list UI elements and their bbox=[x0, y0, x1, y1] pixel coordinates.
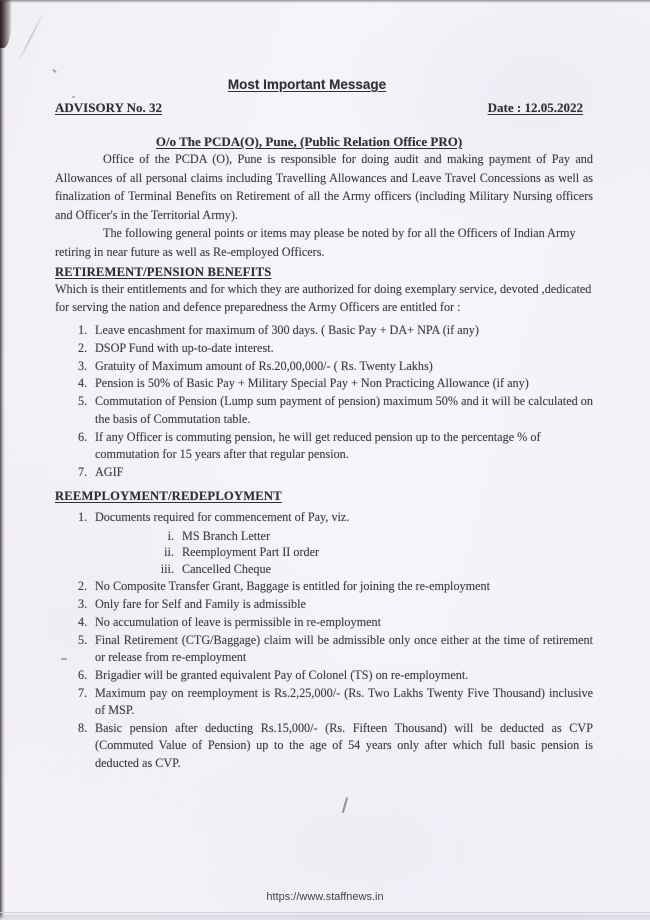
list-item: Pension is 50% of Basic Pay + Military Special Pay + Non Practicing Allowance (if any) bbox=[95, 376, 529, 391]
intro-paragraph-2: The following general points or items may please be noted by for all the Officers of Indian Army retiring in near future as well as Re-employed Officers. bbox=[55, 226, 576, 259]
list-item: Gratuity of Maximum amount of Rs.20,00,000/- ( Rs. Twenty Lakhs) bbox=[95, 358, 433, 373]
list-item: Final Retirement (CTG/Baggage) claim will be admissible only once either at the time of retirement or release from re-employment bbox=[95, 632, 593, 664]
list-item: No accumulation of leave is permissible in re-employment bbox=[95, 614, 381, 629]
list-item: If any Officer is commuting pension, he will get reduced pension up to the percentage % of commutation for 15 years after that regular pension. bbox=[95, 429, 541, 462]
list-item: No Composite Transfer Grant, Baggage is entitled for joining the re-employment bbox=[95, 578, 491, 593]
retirement-benefits-list bbox=[55, 322, 593, 482]
retirement-intro: Which is their entitlements and for which they are authorized for doing exemplary service, devoted ,dedicated for serving the nation and defence preparedness the Army Officers are entitled for : bbox=[55, 281, 592, 315]
sub-list-item: MS Branch Letter bbox=[182, 528, 270, 543]
list-item: Commutation of Pension (Lump sum payment of pension) maximum 50% and it will be calculated on the basis of Commutation table. bbox=[95, 394, 593, 426]
list-item: DSOP Fund with up-to-date interest. bbox=[95, 340, 274, 355]
footer-url: https://www.staffnews.in bbox=[266, 891, 384, 903]
section-heading-reemployment: REEMPLOYMENT/REDEPLOYMENT bbox=[55, 489, 282, 504]
sub-list-item: Cancelled Cheque bbox=[182, 561, 272, 576]
intro-paragraph-1: Office of the PCDA (O), Pune is responsible for doing audit and making payment of Pay and Allowances of all personal claims including Travelling Allowances and Leave Travel Concessions as well as finalization of Terminal Benefits on Retirement of all the Army officers (including Military Nursing officers and Officer's in the Territorial Army). bbox=[55, 152, 593, 222]
document-date: Date : 12.05.2022 bbox=[487, 100, 583, 115]
list-item: Only fare for Self and Family is admissible bbox=[95, 596, 306, 611]
list-item-text: Documents required for commencement of Pay, viz. bbox=[95, 510, 350, 525]
list-item: Leave encashment for maximum of 300 days. ( Basic Pay + DA+ NPA (if any) bbox=[95, 322, 479, 337]
documents-sublist bbox=[95, 528, 593, 577]
list-item: Basic pension after deducting Rs.15,000/- (Rs. Fifteen Thousand) will be deducted as CVP (Commuted Value of Pension) up to the age of 54 years only after which full basic pension is deducted as CVP. bbox=[95, 721, 593, 770]
list-item: Maximum pay on reemployment is Rs.2,25,000/- (Rs. Two Lakhs Twenty Five Thousand) inclusive of MSP. bbox=[95, 685, 593, 718]
list-item bbox=[55, 509, 593, 576]
reemployment-list bbox=[55, 509, 593, 772]
list-item: AGIF bbox=[95, 465, 124, 479]
document-title: Most Important Message bbox=[227, 77, 387, 92]
advisory-number: ADVISORY No. 32 bbox=[55, 100, 163, 115]
advisory-date-row bbox=[55, 99, 593, 116]
sub-list-item: Reemployment Part II order bbox=[182, 545, 320, 560]
office-line: O/o The PCDA(O), Pune, (Public Relation Office PRO) bbox=[155, 134, 463, 149]
list-item: Brigadier will be granted equivalent Pay of Colonel (TS) on re-employment. bbox=[95, 667, 469, 682]
section-heading-retirement: RETIREMENT/PENSION BENEFITS bbox=[55, 264, 272, 279]
